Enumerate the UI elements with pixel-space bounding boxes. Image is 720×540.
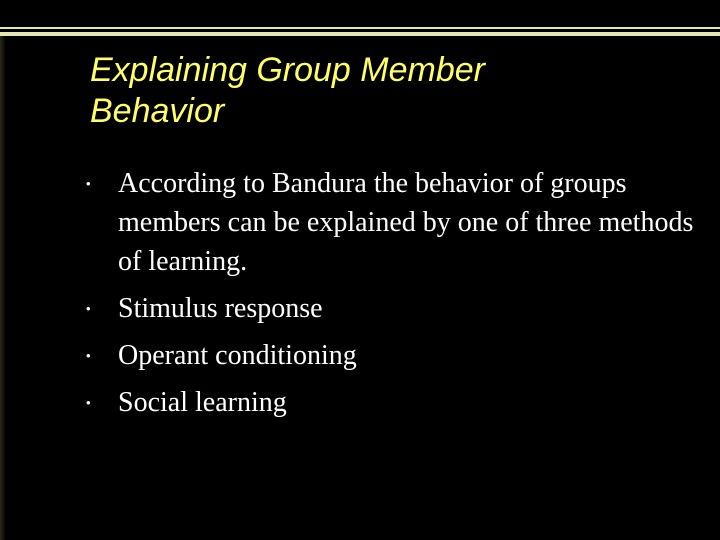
bullet-item — [86, 164, 698, 281]
bullet-item — [86, 383, 698, 422]
bullet-dot-icon: • — [86, 348, 91, 363]
bullet-text: Stimulus response — [118, 293, 323, 324]
bullet-item — [86, 336, 698, 375]
bullet-list — [86, 164, 698, 430]
slide-title: Explaining Group Member Behavior — [90, 51, 485, 130]
top-rule-thick — [0, 32, 720, 36]
bullet-text: Operant conditioning — [118, 340, 357, 371]
bullet-text: According to Bandura the behavior of groups members can be explained by one of three methods of learning. — [118, 168, 694, 277]
bullet-dot-icon: • — [86, 301, 91, 316]
left-edge-shade — [0, 36, 6, 540]
bullet-dot-icon: • — [86, 395, 91, 410]
bullet-text: Social learning — [118, 387, 287, 418]
top-rule-thin — [0, 27, 720, 29]
bullet-dot-icon: • — [86, 176, 91, 191]
bullet-item — [86, 289, 698, 328]
